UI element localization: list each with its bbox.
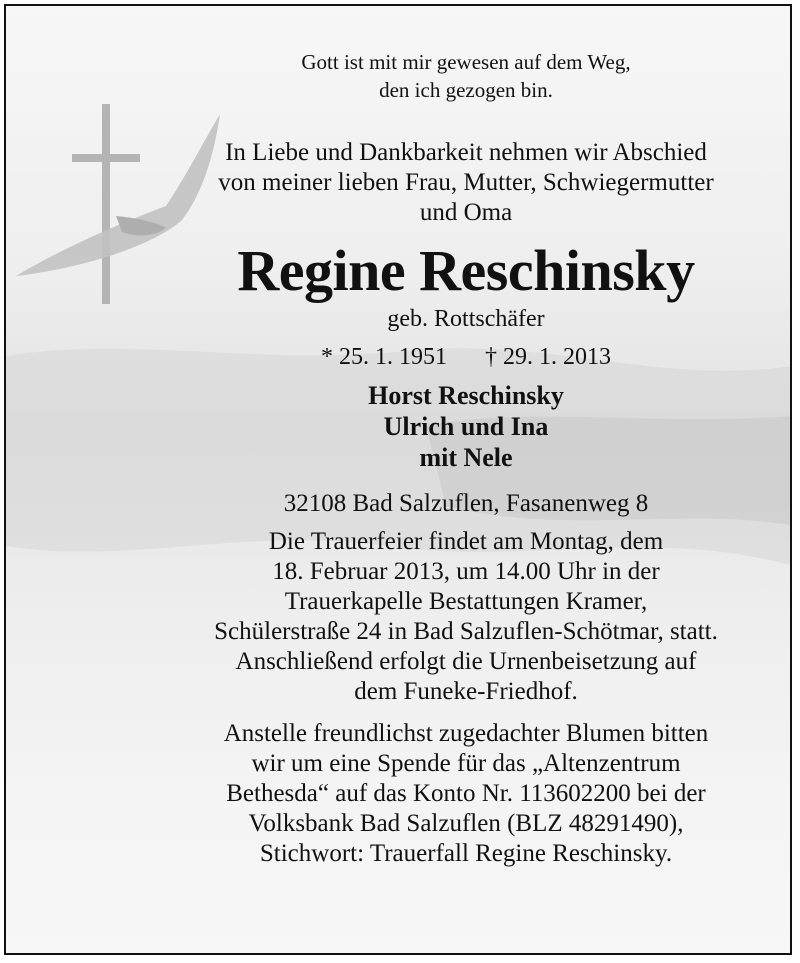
motto — [156, 48, 776, 104]
birth-name: geb. Rottschäfer — [387, 306, 545, 332]
donation-line: wir um eine Spende für das „Altenzentrum — [251, 750, 681, 777]
donation-line: Bethesda“ auf das Konto Nr. 113602200 bei der — [226, 780, 706, 807]
death-date: † 29. 1. 2013 — [485, 344, 611, 370]
donation-line: Volksbank Bad Salzuflen (BLZ 48291490), — [248, 810, 684, 837]
mourners — [156, 380, 776, 473]
ceremony-line: Schülerstraße 24 in Bad Salzuflen-Schötmar, statt. — [214, 618, 718, 645]
donation-line: Anstelle freundlichst zugedachter Blumen bitten — [223, 720, 709, 747]
mourner-line: Horst Reschinsky — [368, 381, 564, 410]
donation-request — [156, 719, 776, 869]
mourner-line: Ulrich und Ina — [383, 412, 549, 441]
intro-line: und Oma — [419, 199, 513, 226]
family-address: 32108 Bad Salzuflen, Fasanenweg 8 — [283, 490, 649, 517]
ceremony-line: Die Trauerfeier findet am Montag, dem — [268, 528, 664, 555]
intro-line: In Liebe und Dankbarkeit nehmen wir Abschied — [225, 139, 707, 166]
ceremony-line: 18. Februar 2013, um 14.00 Uhr in der — [272, 558, 660, 585]
motto-line: den ich gezogen bin. — [379, 78, 553, 102]
ceremony-line: dem Funeke-Friedhof. — [354, 678, 578, 705]
cross-icon — [72, 104, 140, 304]
birth-date: * 25. 1. 1951 — [321, 344, 447, 370]
notice-content — [156, 48, 776, 869]
funeral-details — [156, 527, 776, 707]
obituary-notice — [4, 4, 792, 955]
ceremony-line: Trauerkapelle Bestattungen Kramer, — [284, 588, 648, 615]
intro-line: von meiner lieben Frau, Mutter, Schwiegermutter — [218, 169, 714, 196]
mourner-line: mit Nele — [419, 443, 513, 472]
farewell-intro — [156, 138, 776, 228]
motto-line: Gott ist mit mir gewesen auf dem Weg, — [301, 50, 631, 74]
ceremony-line: Anschließend erfolgt die Urnenbeisetzung auf — [235, 648, 697, 675]
donation-line: Stichwort: Trauerfall Regine Reschinsky. — [259, 840, 673, 867]
deceased-name: Regine Reschinsky — [237, 238, 695, 303]
life-dates — [156, 342, 776, 372]
